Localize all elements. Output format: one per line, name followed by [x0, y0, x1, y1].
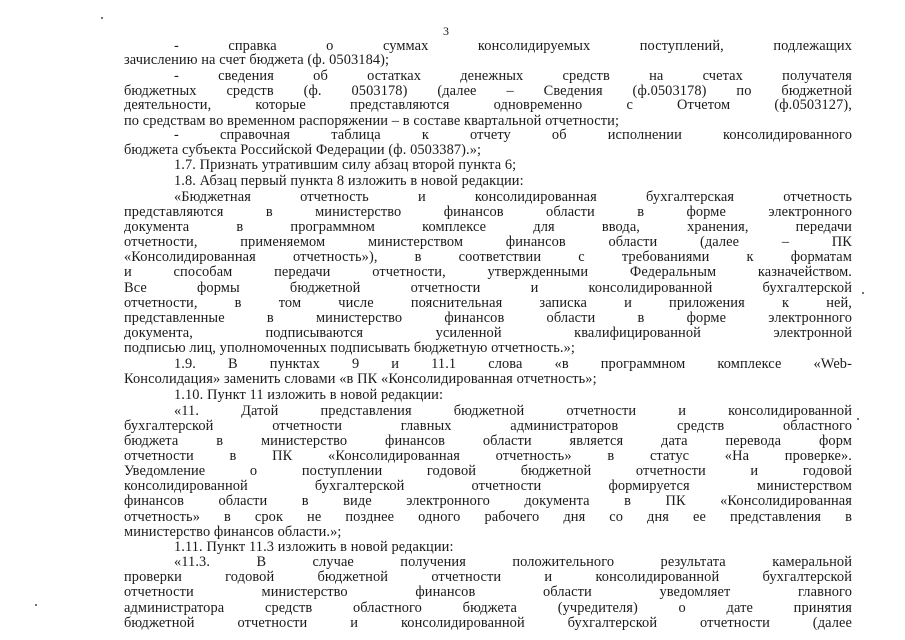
text-line: 1.7. Признать утратившим силу абзац второй пункта 6;: [174, 157, 517, 173]
page-number: 3: [443, 24, 449, 38]
text-line: 1.9. В пунктах 9 и 11.1 слова «в программном комплексе «Web-: [174, 356, 852, 372]
text-line: администратора средств областного бюджета (учредителя) о дате принятия: [124, 600, 852, 616]
text-line: отчетности в ПК «Консолидированная отчетность» в статус «На проверке».: [124, 448, 852, 464]
text-line: бюджета в министерство финансов области является дата перевода форм: [124, 433, 852, 449]
text-line: 1.11. Пункт 11.3 изложить в новой редакции:: [174, 539, 454, 555]
text-line: - справка о суммах консолидируемых поступлений, подлежащих: [174, 38, 852, 54]
text-line: 1.10. Пункт 11 изложить в новой редакции:: [174, 387, 444, 403]
text-line: и способам передачи отчетности, утвержденными Федеральным казначейством.: [124, 264, 852, 280]
text-line: представленные в министерство финансов области в форме электронного: [124, 310, 852, 326]
text-line: консолидированной бухгалтерской отчетности формируется министерством: [124, 478, 852, 494]
scan-speck: [101, 17, 103, 19]
text-line: бюджетной отчетности и консолидированной бухгалтерской отчетности (далее: [124, 615, 852, 631]
text-line: деятельности, которые представляются одновременно с Отчетом (ф.0503127),: [124, 97, 852, 113]
text-line: министерство финансов области.»;: [124, 524, 342, 540]
text-line: представляются в министерство финансов области в форме электронного: [124, 204, 852, 220]
text-line: отчетности, в том числе пояснительная записка и приложения к ней,: [124, 295, 852, 311]
text-line: отчетность» в срок не позднее одного рабочего дня со дня ее представления в: [124, 509, 852, 525]
scan-speck: [862, 292, 864, 294]
text-line: подписью лиц, уполномоченных подписывать бюджетную отчетность.»;: [124, 340, 575, 356]
text-line: по средствам во временном распоряжении – в составе квартальной отчетности;: [124, 113, 620, 129]
text-line: отчетности министерство финансов области уведомляет главного: [124, 584, 852, 600]
scan-speck: [857, 418, 859, 420]
text-line: «11. Датой представления бюджетной отчетности и консолидированной: [174, 403, 852, 419]
text-line: бюджетных средств (ф. 0503178) (далее – Сведения (ф.0503178) по бюджетной: [124, 83, 852, 99]
text-line: бюджета субъекта Российской Федерации (ф. 0503387).»;: [124, 142, 482, 158]
text-line: Консолидация» заменить словами «в ПК «Консолидированная отчетность»;: [124, 371, 597, 387]
text-line: документа, подписываются усиленной квалифицированной электронной: [124, 325, 852, 341]
text-line: документа в программном комплексе для ввода, хранения, передачи: [124, 219, 852, 235]
scan-speck: [35, 604, 37, 606]
text-line: - справочная таблица к отчету об исполнении консолидированного: [174, 127, 852, 143]
text-line: Все формы бюджетной отчетности и консолидированной бухгалтерской: [124, 280, 852, 296]
text-line: проверки годовой бюджетной отчетности и консолидированной бухгалтерской: [124, 569, 852, 585]
text-line: бухгалтерской отчетности главных администраторов средств областного: [124, 418, 852, 434]
text-line: Уведомление о поступлении годовой бюджетной отчетности и годовой: [124, 463, 852, 479]
text-line: - сведения об остатках денежных средств на счетах получателя: [174, 68, 852, 84]
text-line: «Консолидированная отчетность»), в соответствии с требованиями к форматам: [124, 249, 852, 265]
text-line: зачислению на счет бюджета (ф. 0503184);: [124, 52, 390, 68]
text-line: 1.8. Абзац первый пункта 8 изложить в новой редакции:: [174, 173, 524, 189]
text-line: финансов области в виде электронного документа в ПК «Консолидированная: [124, 493, 852, 509]
text-line: отчетности, применяемом министерством финансов области (далее – ПК: [124, 234, 852, 250]
text-line: «Бюджетная отчетность и консолидированная бухгалтерская отчетность: [174, 189, 852, 205]
text-line: «11.3. В случае получения положительного результата камеральной: [174, 554, 852, 570]
